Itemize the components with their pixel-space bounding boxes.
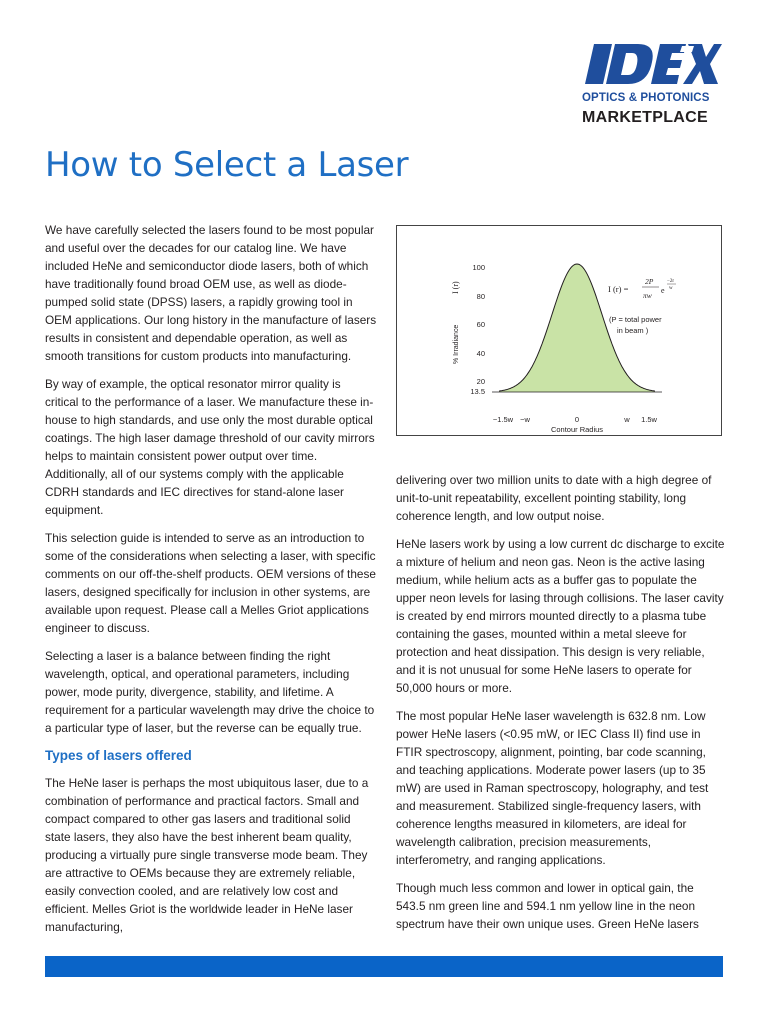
footer-bar	[45, 956, 723, 977]
formula-exp-denominator: w	[669, 286, 673, 291]
paragraph: This selection guide is intended to serve as an introduction to some of the considerations when selecting a laser, with specific comments on our off-the-shelf products. OEM versions of these lasers, designed specifically for inclusion in other systems, are available upon request. Please call a Melles Griot applications engineer to discuss.	[45, 531, 376, 635]
paragraph: delivering over two million units to date with a high degree of unit-to-unit repeatability, excellent pointing stability, long coherence length, and low output noise.	[396, 473, 712, 523]
paragraph: Selecting a laser is a balance between finding the right wavelength, optical, and operational parameters, including power, mode purity, divergence, stability, and lifetime. A requirement for a particular wavelength may drive the choice to a particular type of laser, but the reverse can be equally true.	[45, 649, 375, 735]
x-axis-label: Contour Radius	[550, 425, 604, 434]
x-tick-label: 1.5w	[641, 415, 657, 424]
x-tick-label: −1.5w	[492, 415, 514, 424]
y-tick-label: 80	[476, 292, 485, 301]
gaussian-beam-figure	[396, 225, 722, 436]
formula-lhs: I (r) =	[608, 284, 629, 294]
section-heading: Types of lasers offered	[45, 748, 192, 763]
x-tick-label: w	[624, 415, 630, 424]
formula-denominator: πw	[643, 291, 652, 300]
y-axis-symbol: I (r)	[451, 281, 460, 294]
left-column	[45, 221, 377, 946]
formula-exp-base: e	[661, 286, 665, 295]
y-axis-label: % Irradiance	[453, 324, 460, 364]
brand-logo	[582, 44, 722, 126]
paragraph: HeNe lasers work by using a low current dc discharge to excite a mixture of helium and neon gas. Neon is the active lasing medium, while helium acts as a buffer gas to populate the upper neon levels for lasing through collisions. The laser cavity is created by end mirrors mounted directly to a plasma tube containing the gases, mounted within a metal sleeve for protection and heat dissipation. This design is very reliable, and it is not unusual for some HeNe lasers to operate for 50,000 hours or more.	[396, 537, 725, 695]
x-tick-label: 0	[574, 415, 580, 424]
brand-line-1: OPTICS & PHOTONICS	[582, 92, 710, 104]
y-tick-label: 13.5	[470, 387, 485, 396]
y-tick-label: 60	[476, 320, 485, 329]
idex-logo-icon	[582, 44, 722, 90]
formula-exp-numerator: −2r	[667, 279, 674, 284]
y-tick-label: 100	[472, 263, 485, 272]
brand-line-2: MARKETPLACE	[582, 109, 708, 126]
paragraph: We have carefully selected the lasers found to be most popular and useful over the decades for our catalog line. We have included HeNe and semiconductor diode lasers, both of which have traditionally found broad OEM use, as well as diode-pumped solid state (DPSS) lasers, a rapidly growing tool in OEM applications. Our long history in the manufacture of lasers results in consistent and dependable operation, as well as smooth transitions for custom products into manufacturing.	[45, 223, 377, 363]
formula-note-line-2: in beam )	[617, 326, 649, 335]
y-tick-label: 20	[476, 377, 485, 386]
paragraph: The HeNe laser is perhaps the most ubiquitous laser, due to a combination of performance and practical factors. Small and compact compared to other gas lasers and traditional solid state lasers, they also have the best inherent beam quality, producing a virtually pure single transverse mode beam. They are attractive to OEMs because they are extremely reliable, easily convection cooled, and are relatively low cost and efficient. Melles Griot is the worldwide leader in HeNe laser manufacturing,	[45, 776, 369, 934]
formula-numerator: 2P	[645, 277, 654, 286]
page-title: How to Select a Laser	[45, 145, 409, 185]
gaussian-profile-chart	[397, 226, 721, 435]
paragraph: The most popular HeNe laser wavelength is 632.8 nm. Low power HeNe lasers (<0.95 mW, or IEC Class II) find use in FTIR spectroscopy, alignment, pointing, bar code scanning, and teaching applications. Moderate power lasers (up to 35 mW) are used in Raman spectroscopy, holography, and test and measurement. Stabilized single-frequency lasers, with coherence lengths measured in kilometers, are ideal for wavelength calibration, precision measurements, interferometry, and ranging applications.	[396, 709, 709, 867]
right-column	[396, 471, 726, 943]
paragraph: Though much less common and lower in optical gain, the 543.5 nm green line and 594.1 nm yellow line in the neon spectrum have their own unique uses. Green HeNe lasers	[396, 881, 699, 931]
x-tick-label: −w	[520, 415, 530, 424]
paragraph: By way of example, the optical resonator mirror quality is critical to the performance of a laser. We manufacture these in-house to high standards, and use only the most durable optical coatings. The high laser damage threshold of our cavity mirrors helps to maintain consistent power output over time. Additionally, all of our systems comply with the applicable CDRH standards and IEC directives for stand-alone laser equipment.	[45, 377, 375, 517]
formula-note-line-1: (P = total power	[609, 315, 662, 324]
y-tick-label: 40	[476, 349, 485, 358]
